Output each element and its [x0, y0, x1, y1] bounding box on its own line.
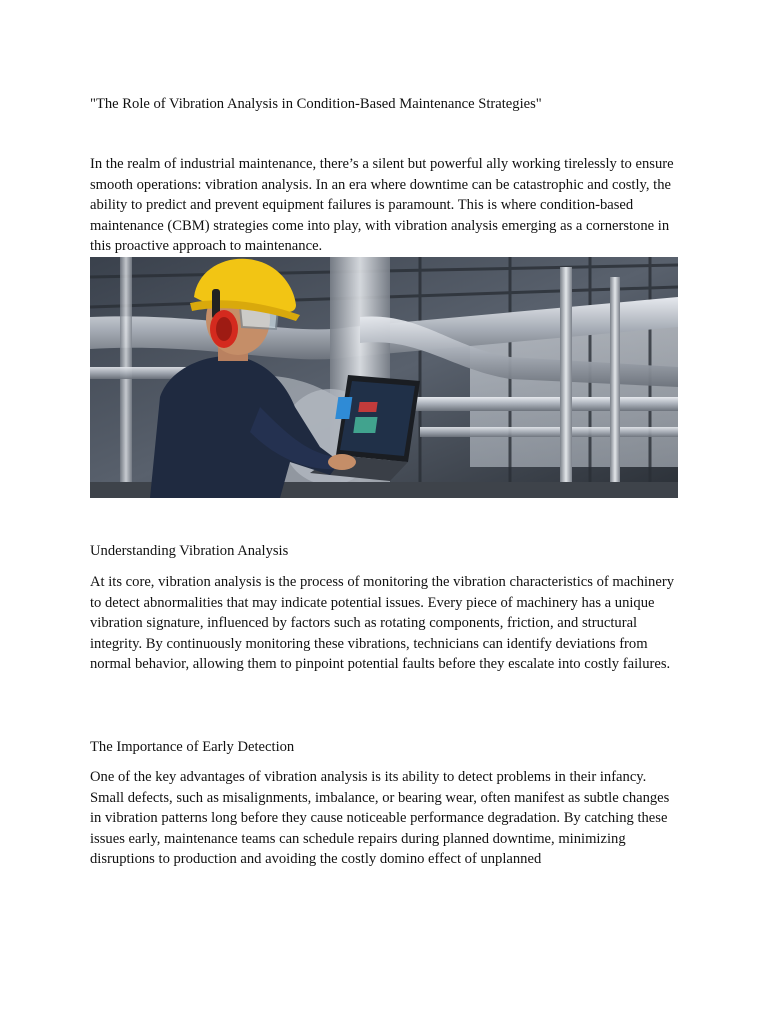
section-paragraph-understanding: At its core, vibration analysis is the process of monitoring the vibration characteristics of machinery to detect abnormalities that may indicate potential issues. Every piece of machinery has a unique vibration signature, influenced by factors such as rotating components, friction, and structural integrity. By continuously monitoring these vibrations, technicians can identify deviations from normal behavior, allowing them to pinpoint potential faults before they escalate into costly failures.	[90, 574, 674, 673]
section-heading-understanding: Understanding Vibration Analysis	[90, 543, 289, 559]
intro-paragraph: In the realm of industrial maintenance, there’s a silent but powerful ally working tirelessly to ensure smooth operations: vibration analysis. In an era where downtime can be catastrophic and costly, the ability to predict and prevent equipment failures is paramount. This is where condition-based maintenance (CBM) strategies come into play, with vibration analysis emerging as a cornerstone in this proactive approach to maintenance.	[90, 156, 674, 255]
section-heading-importance: The Importance of Early Detection	[90, 739, 295, 755]
section-paragraph-importance: One of the key advantages of vibration analysis is its ability to detect problems in their infancy. Small defects, such as misalignments, imbalance, or bearing wear, often manifest as subtle changes in vibration patterns long before they cause noticeable performance degradation. By catching these issues early, maintenance teams can schedule repairs during planned downtime, minimizing disruptions to production and avoiding the costly domino effect of unplanned	[90, 769, 670, 868]
document-title: "The Role of Vibration Analysis in Condition-Based Maintenance Strategies"	[90, 96, 542, 112]
industrial-technician-photo	[90, 257, 678, 498]
